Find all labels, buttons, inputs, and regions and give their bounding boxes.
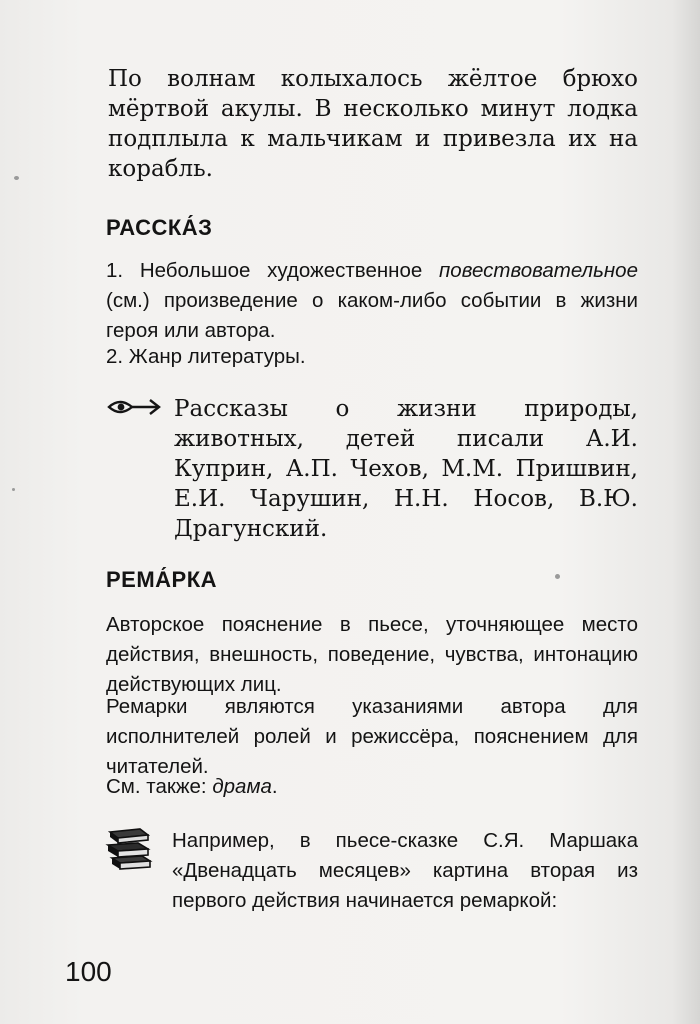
- see-also-term: драма: [212, 775, 272, 798]
- remarka-see-also: [106, 772, 638, 802]
- definition-text: (см.) произведение о каком-либо событии в жизни героя или автора.: [106, 289, 638, 342]
- rasskaz-example: Рассказы о жизни природы, животных, детей писали А.И. Куприн, А.П. Чехов, М.М. Пришвин, Е.И. Чарушин, Н.Н. Носов, В.Ю. Драгунский.: [174, 396, 638, 542]
- entry-term-rasskaz: РАССКА́З: [106, 215, 213, 240]
- intro-paragraph: По волнам колыхалось жёлтое брюхо мёртвой акулы. В несколько минут лодка подплыла к мальчикам и привезла их на корабль.: [108, 66, 638, 182]
- rasskaz-definition-1: [106, 256, 638, 346]
- see-also-label: См. также:: [106, 775, 213, 798]
- pointing-eye-icon: [106, 395, 164, 419]
- entry-term-remarka: РЕМА́РКА: [106, 567, 218, 592]
- remarka-note: Ремарки являются указаниями автора для исполнителей ролей и режиссёра, пояснением для читателей.: [106, 695, 638, 778]
- remarka-example: Например, в пьесе-сказке С.Я. Маршака «Двенадцать месяцев» картина вторая из первого действия начинается ремаркой:: [172, 829, 638, 912]
- page-number: 100: [65, 956, 112, 987]
- definition-text: 1. Небольшое художественное: [106, 259, 440, 282]
- remarka-definition: Авторское пояснение в пьесе, уточняющее место действия, внешность, поведение, чувства, интонацию действующих лиц.: [106, 613, 638, 696]
- definition-emphasis: повествовательное: [439, 259, 638, 282]
- see-also-end: .: [271, 775, 278, 798]
- rasskaz-definition-2: 2. Жанр литературы.: [106, 345, 306, 368]
- book-stack-icon: [104, 826, 154, 870]
- scan-speck: [14, 176, 19, 180]
- scan-speck: [12, 488, 15, 491]
- scan-speck: [555, 574, 560, 579]
